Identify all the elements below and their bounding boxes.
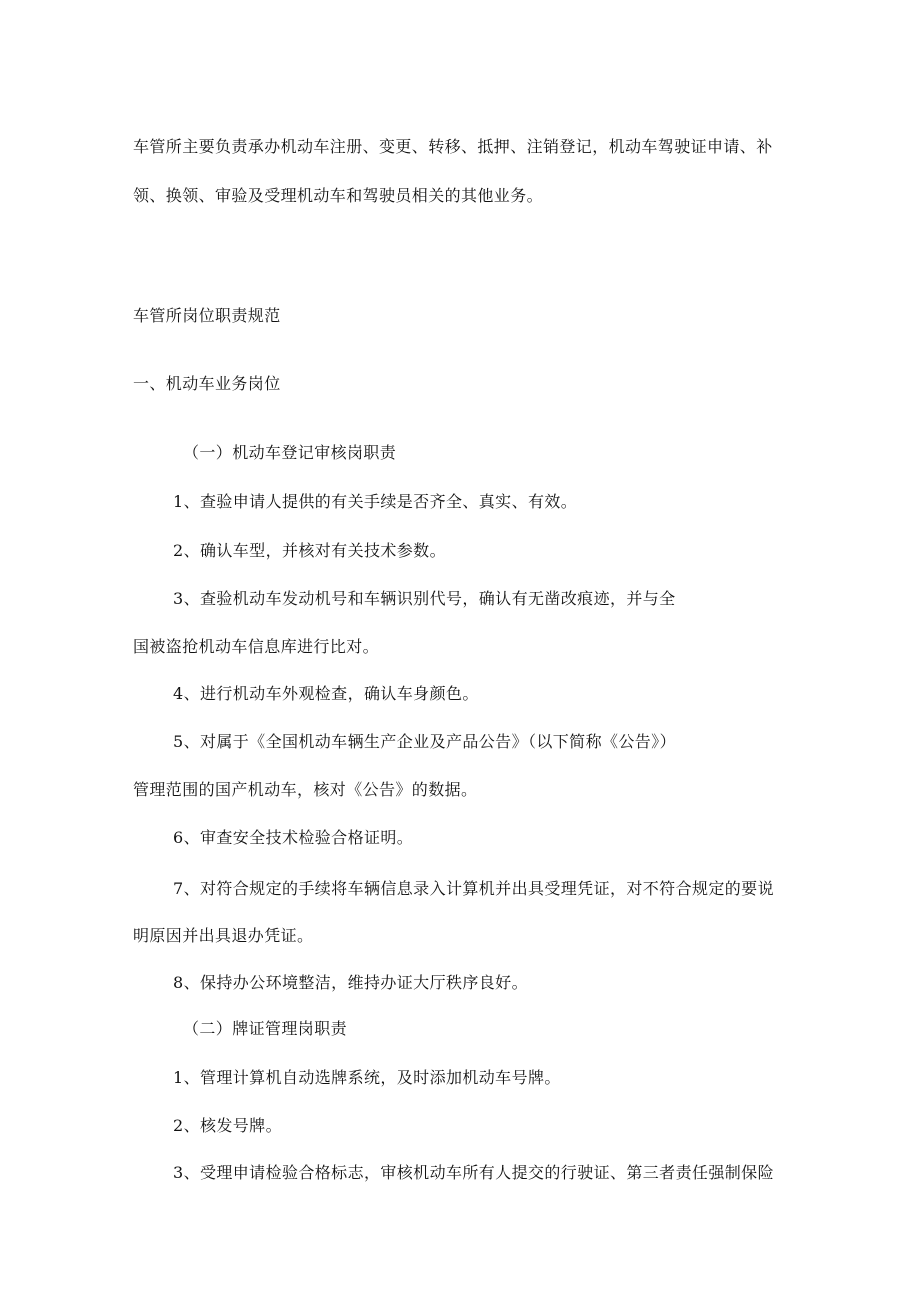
document-title: 车管所岗位职责规范: [133, 306, 281, 325]
list-item: 3、查验机动车发动机号和车辆识别代号，确认有无凿改痕迹，并与全: [173, 589, 676, 608]
subsection-heading-1: （一）机动车登记审核岗职责: [183, 443, 397, 462]
list-item-continuation: 管理范围的国产机动车，核对《公告》的数据。: [133, 780, 478, 799]
list-item: 4、进行机动车外观检查，确认车身颜色。: [173, 684, 479, 703]
list-item: 1、查验申请人提供的有关手续是否齐全、真实、有效。: [173, 492, 578, 511]
list-item: 2、核发号牌。: [173, 1116, 282, 1135]
list-item-continuation: 国被盗抢机动车信息库进行比对。: [133, 637, 380, 656]
list-item: 1、管理计算机自动选牌系统，及时添加机动车号牌。: [173, 1068, 561, 1087]
section-heading: 一、机动车业务岗位: [133, 374, 281, 393]
list-item-continuation: 明原因并出具退办凭证。: [133, 926, 314, 945]
intro-line-1: 车管所主要负责承办机动车注册、变更、转移、抵押、注销登记，机动车驾驶证申请、补: [133, 137, 773, 156]
list-item: 8、保持办公环境整洁，维持办证大厅秩序良好。: [173, 973, 528, 992]
list-item: 6、审查安全技术检验合格证明。: [173, 828, 414, 847]
list-item: 5、对属于《全国机动车辆生产企业及产品公告》（以下简称《公告》）: [173, 732, 676, 751]
list-item: 3、受理申请检验合格标志，审核机动车所有人提交的行驶证、第三者责任强制保险: [173, 1163, 774, 1182]
list-item: 7、对符合规定的手续将车辆信息录入计算机并出具受理凭证，对不符合规定的要说: [173, 879, 774, 898]
subsection-heading-2: （二）牌证管理岗职责: [183, 1019, 348, 1038]
intro-line-2: 领、换领、审验及受理机动车和驾驶员相关的其他业务。: [133, 186, 544, 205]
list-item: 2、确认车型，并核对有关技术参数。: [173, 541, 446, 560]
